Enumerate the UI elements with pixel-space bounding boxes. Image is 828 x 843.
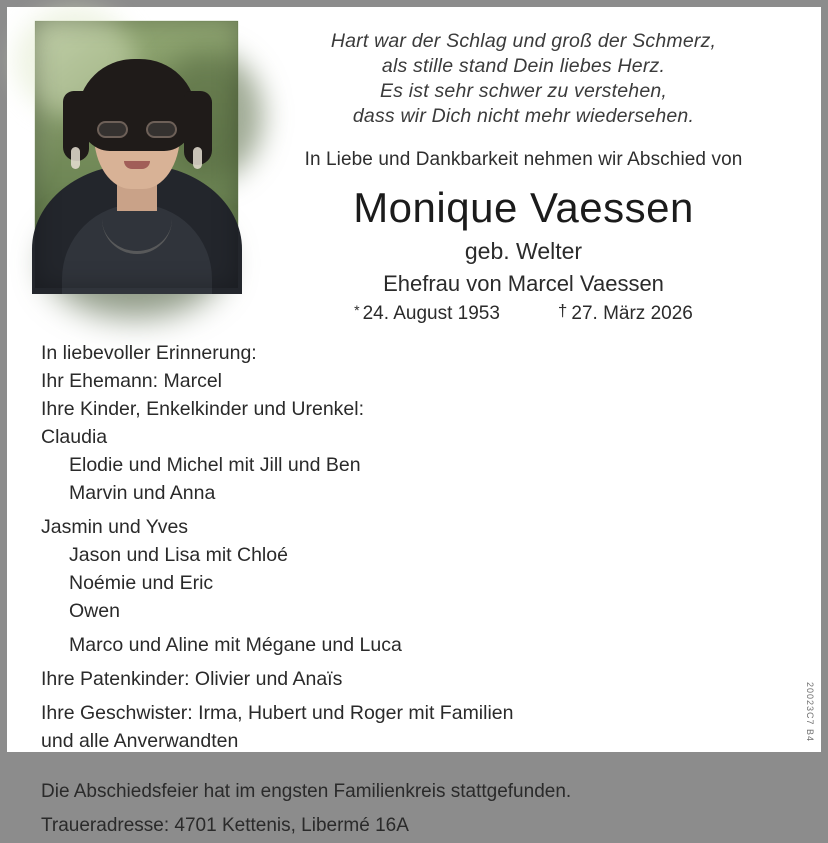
- memorial-poem: [252, 29, 795, 129]
- reference-code: 20023C7 B4: [805, 681, 815, 742]
- poem-line-1: Hart war der Schlag und groß der Schmerz,: [330, 30, 717, 52]
- birth-date: [354, 303, 500, 325]
- list-item: Ihr Ehemann: Marcel: [41, 370, 222, 392]
- obituary-notice: [7, 7, 821, 836]
- mourning-address: Traueradresse: 4701 Kettenis, Libermé 16A: [41, 815, 409, 836]
- list-item: und alle Anverwandten: [41, 730, 239, 752]
- list-item: Ihre Kinder, Enkelkinder und Urenkel:: [41, 398, 365, 420]
- life-dates: [252, 303, 795, 325]
- list-item: Ihre Geschwister: Irma, Hubert und Roger mit Familien: [41, 702, 514, 724]
- birth-symbol-icon: *: [354, 302, 360, 318]
- birth-date-value: 24. August 1953: [362, 303, 500, 324]
- maiden-name: geb. Welter: [464, 238, 583, 264]
- family-list: [41, 339, 821, 755]
- poem-line-2: als stille stand Dein liebes Herz.: [381, 55, 666, 77]
- notice-header-text: [238, 15, 821, 325]
- list-item: Owen: [69, 600, 120, 622]
- list-item: Marco und Aline mit Mégane und Luca: [69, 634, 402, 656]
- photo-vignette: [35, 21, 238, 288]
- list-item: Marvin und Anna: [69, 482, 216, 504]
- family-heading: In liebevoller Erinnerung:: [41, 342, 257, 364]
- cross-icon: †: [557, 301, 568, 320]
- death-date: [558, 303, 693, 325]
- intro-line: In Liebe und Dankbarkeit nehmen wir Abschied von: [304, 149, 743, 170]
- list-item: Ihre Patenkinder: Olivier und Anaïs: [41, 668, 343, 690]
- deceased-name: Monique Vaessen: [353, 184, 694, 231]
- death-date-value: 27. März 2026: [571, 303, 693, 324]
- spouse-line: Ehefrau von Marcel Vaessen: [383, 271, 664, 296]
- notice-top-section: [7, 7, 821, 325]
- list-item: Claudia: [41, 426, 108, 448]
- portrait-photo: [35, 21, 238, 288]
- notice-footer: [41, 775, 821, 843]
- list-item: Elodie und Michel mit Jill und Ben: [69, 454, 361, 476]
- list-item: Jason und Lisa mit Chloé: [69, 544, 288, 566]
- poem-line-3: Es ist sehr schwer zu verstehen,: [379, 80, 668, 102]
- funeral-info: Die Abschiedsfeier hat im engsten Familienkreis stattgefunden.: [41, 781, 572, 802]
- list-item: Noémie und Eric: [69, 572, 214, 594]
- list-item: Jasmin und Yves: [41, 516, 189, 538]
- poem-line-4: dass wir Dich nicht mehr wiedersehen.: [352, 105, 695, 127]
